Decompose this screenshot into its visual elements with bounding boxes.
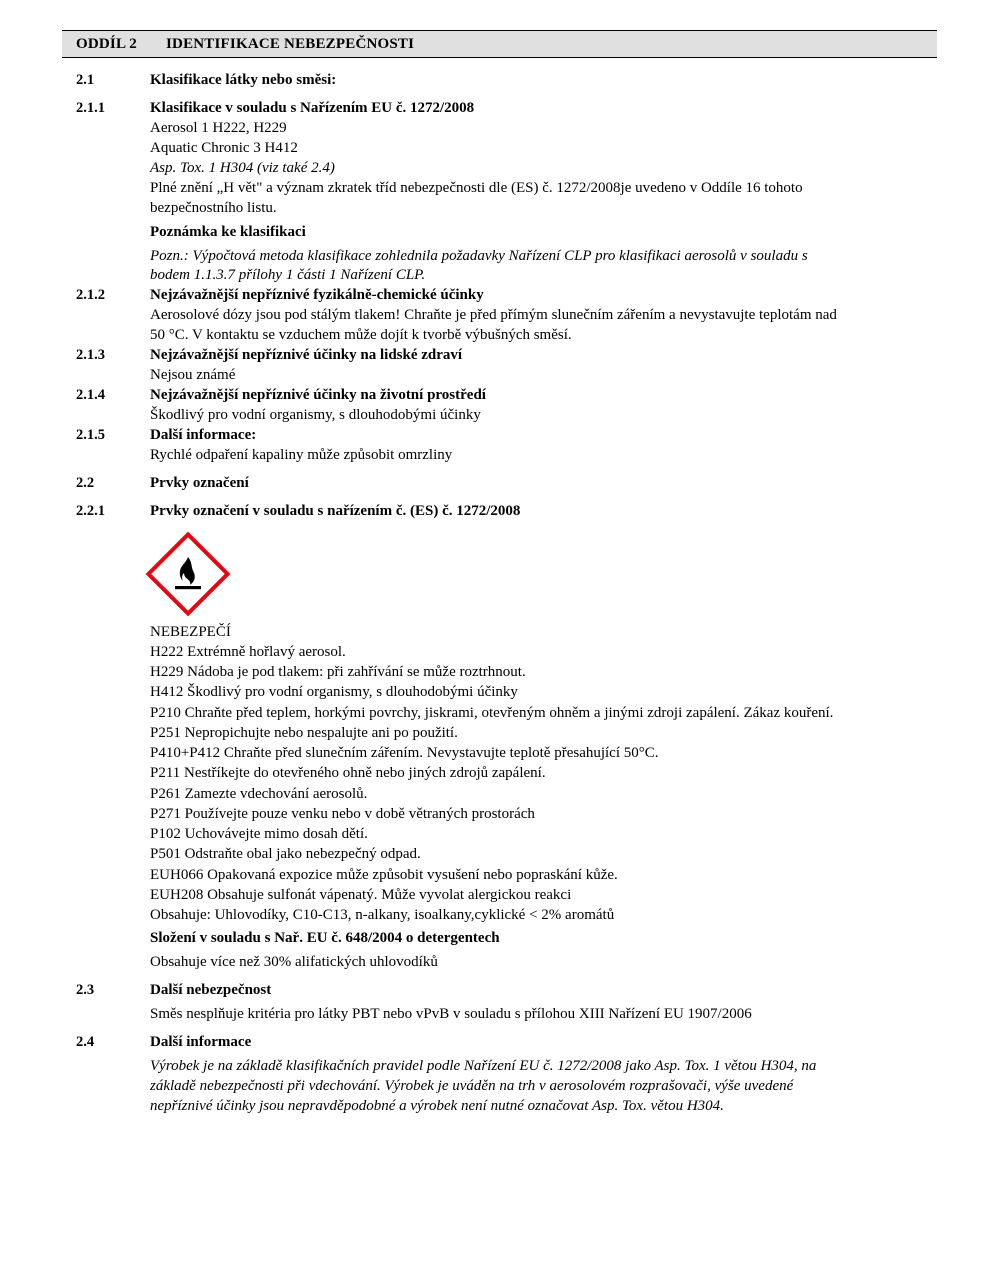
clause-number: 2.1.3 bbox=[76, 347, 105, 364]
classification-remark-line-1: Pozn.: Výpočtová metoda klasifikace zohlednila požadavky Nařízení CLP pro klasifikaci aerosolů v souladu s bbox=[150, 247, 808, 264]
section-header bbox=[62, 30, 937, 58]
clause-2-1-3 bbox=[62, 346, 937, 386]
classification-remark-line-2: bodem 1.1.3.7 přílohy 1 části 1 Nařízení CLP. bbox=[150, 267, 426, 284]
clause-2-1-2 bbox=[62, 286, 937, 346]
clause-2-2 bbox=[62, 474, 937, 494]
precautionary-statement: P410+P412 Chraňte před slunečním zářením. Nevystavujte teplotě přesahující 50°C. bbox=[150, 745, 659, 762]
clause-number: 2.1.1 bbox=[76, 99, 105, 116]
clause-title: Klasifikace v souladu s Nařízením EU č. 1272/2008 bbox=[150, 99, 475, 116]
euh-statement: EUH208 Obsahuje sulfonát vápenatý. Může vyvolat alergickou reakci bbox=[150, 886, 572, 903]
precautionary-statement: P271 Používejte pouze venku nebo v době větraných prostorách bbox=[150, 805, 535, 822]
clause-number: 2.1 bbox=[76, 72, 95, 88]
clause-number: 2.1.5 bbox=[76, 426, 105, 443]
flame-pictogram-icon bbox=[150, 536, 226, 612]
additional-info-line-3: nepříznivé účinky jsou nepravděpodobné a výrobek není nutné označovat Asp. Tox. větou H304. bbox=[150, 1098, 724, 1114]
clause-title: Prvky označení v souladu s nařízením č. (ES) č. 1272/2008 bbox=[150, 502, 521, 519]
precautionary-statement: P501 Odstraňte obal jako nebezpečný odpad. bbox=[150, 846, 421, 863]
health-effects-text: Nejsou známé bbox=[150, 367, 236, 384]
clause-number: 2.2 bbox=[76, 474, 95, 491]
classification-note-line-1: Plné znění „H vět" a význam zkratek tříd nebezpečnosti dle (ES) č. 1272/2008je uvedeno v Oddíle 16 tohoto bbox=[150, 179, 803, 196]
clause-title: Další nebezpečnost bbox=[150, 982, 272, 999]
classification-note-line-2: bezpečnostního listu. bbox=[150, 199, 277, 216]
additional-info-line-1: Výrobek je na základě klasifikačních pravidel podle Nařízení EU č. 1272/2008 jako Asp. Tox. 1 větou H304, na bbox=[150, 1058, 817, 1075]
flame-icon bbox=[173, 557, 203, 591]
clause-number: 2.3 bbox=[76, 982, 95, 999]
signal-word: NEBEZPEČÍ bbox=[150, 623, 231, 640]
detergent-composition-title: Složení v souladu s Nař. EU č. 648/2004 o detergentech bbox=[150, 930, 500, 947]
precautionary-statement: P211 Nestříkejte do otevřeného ohně nebo jiných zdrojů zapálení. bbox=[150, 765, 546, 782]
euh-statement: EUH066 Opakovaná expozice může způsobit vysušení nebo popraskání kůže. bbox=[150, 866, 618, 883]
environment-effects-text: Škodlivý pro vodní organismy, s dlouhodobými účinky bbox=[150, 407, 481, 423]
physchem-effects-line-1: Aerosolové dózy jsou pod stálým tlakem! Chraňte je před přímým slunečním zářením a nevystavujte teplotám nad bbox=[150, 307, 837, 324]
classification-line-3: Asp. Tox. 1 H304 (viz také 2.4) bbox=[150, 159, 335, 176]
pictogram-container bbox=[150, 536, 937, 612]
precautionary-statement: P251 Nepropichujte nebo nespalujte ani po použití. bbox=[150, 724, 458, 741]
classification-line-1: Aerosol 1 H222, H229 bbox=[150, 119, 287, 136]
section-number: ODDÍL 2 bbox=[76, 35, 137, 52]
detergent-composition-text: Obsahuje více než 30% alifatických uhlovodíků bbox=[150, 954, 438, 971]
additional-info-line-2: základě nebezpečnosti při vdechování. Výrobek je uváděn na trh v aerosolovém rozprašovači, výše uvedené bbox=[150, 1078, 794, 1095]
clause-title: Prvky označení bbox=[150, 474, 249, 491]
hazard-statement: H412 Škodlivý pro vodní organismy, s dlouhodobými účinky bbox=[150, 684, 518, 701]
classification-remark-title: Poznámka ke klasifikaci bbox=[150, 223, 306, 240]
clause-title: Nejzávažnější nepříznivé fyzikálně-chemické účinky bbox=[150, 287, 484, 304]
clause-2-3 bbox=[62, 981, 937, 1025]
clause-2-1-5 bbox=[62, 426, 937, 466]
clause-number: 2.1.4 bbox=[76, 387, 105, 404]
precautionary-statement: P210 Chraňte před teplem, horkými povrchy, jiskrami, otevřeným ohněm a jinými zdroji zapálení. Zákaz kouření. bbox=[150, 704, 834, 721]
clause-title: Klasifikace látky nebo směsi: bbox=[150, 72, 337, 88]
section-title: IDENTIFIKACE NEBEZPEČNOSTI bbox=[166, 35, 415, 52]
clause-2-1-4 bbox=[62, 386, 937, 426]
clause-2-2-1 bbox=[62, 502, 937, 974]
clause-2-1-1 bbox=[62, 99, 937, 286]
further-info-text: Rychlé odpaření kapaliny může způsobit omrzliny bbox=[150, 446, 453, 463]
hazard-statement: H229 Nádoba je pod tlakem: při zahřívání se může roztrhnout. bbox=[150, 664, 526, 681]
contains-statement: Obsahuje: Uhlovodíky, C10-C13, n-alkany, isoalkany,cyklické < 2% aromátů bbox=[150, 907, 615, 924]
clause-number: 2.4 bbox=[76, 1034, 95, 1051]
physchem-effects-line-2: 50 °C. V kontaktu se vzduchem může dojít k tvorbě výbušných směsí. bbox=[150, 327, 572, 344]
flame-glyph-holder bbox=[150, 536, 226, 612]
clause-title: Nejzávažnější nepříznivé účinky na životní prostředí bbox=[150, 387, 486, 404]
clause-title: Další informace bbox=[150, 1034, 252, 1051]
clause-2-4 bbox=[62, 1033, 937, 1117]
clause-title: Nejzávažnější nepříznivé účinky na lidské zdraví bbox=[150, 347, 463, 364]
clause-number: 2.2.1 bbox=[76, 502, 105, 519]
label-statements bbox=[150, 622, 937, 926]
classification-line-2: Aquatic Chronic 3 H412 bbox=[150, 139, 298, 156]
clause-2-1 bbox=[62, 71, 937, 91]
precautionary-statement: P102 Uchovávejte mimo dosah dětí. bbox=[150, 826, 368, 843]
precautionary-statement: P261 Zamezte vdechování aerosolů. bbox=[150, 785, 368, 802]
clause-number: 2.1.2 bbox=[76, 287, 105, 304]
hazard-statement: H222 Extrémně hořlavý aerosol. bbox=[150, 643, 346, 660]
other-hazards-text: Směs nesplňuje kritéria pro látky PBT nebo vPvB v souladu s přílohou XIII Nařízení EU 1907/2006 bbox=[150, 1006, 752, 1023]
clause-title: Další informace: bbox=[150, 426, 257, 443]
